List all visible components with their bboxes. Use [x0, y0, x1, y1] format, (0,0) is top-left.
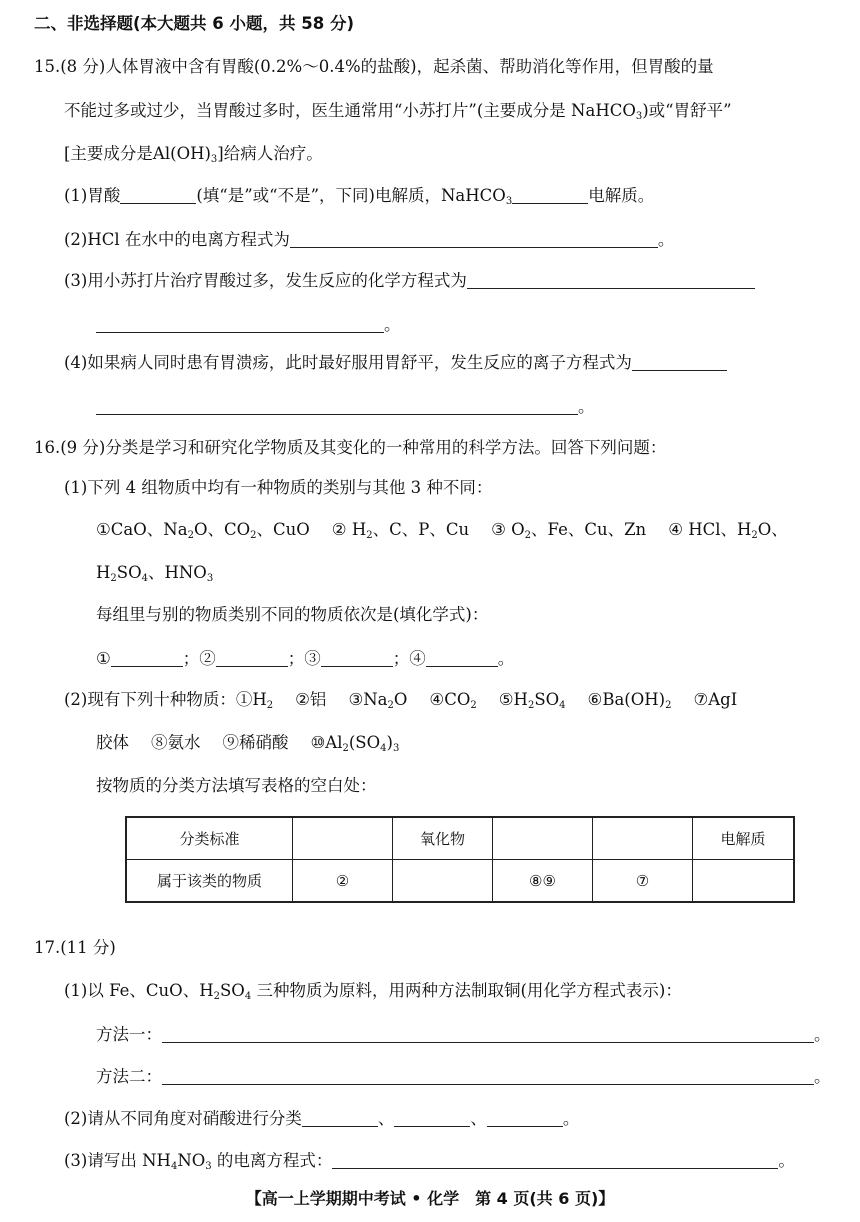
- q16-number: 16.: [34, 438, 61, 457]
- q15-line1: [34, 56, 714, 78]
- q16-part2: (2)现有下列十种物质：$①H_2$ ②铝 $③Na_2O$ $④CO_2$ $⑤H_2SO_4$ $⑥Ba(OH)_2$ ⑦AgI: [64, 690, 738, 711]
- answer-blank[interactable]: [394, 1108, 470, 1127]
- answer-blank[interactable]: [426, 648, 498, 667]
- table-cell: ②: [293, 860, 393, 903]
- q15-part3-cont: 。: [96, 314, 401, 336]
- q17-part3: (3)请写出 $NH_4NO_3$ 的电离方程式： 。: [64, 1151, 795, 1172]
- q15-part4-cont: 。: [96, 396, 595, 418]
- table-cell: 属于该类的物质: [126, 860, 293, 903]
- q15-part3: (3)用小苏打片治疗胃酸过多，发生反应的化学方程式为: [64, 270, 755, 292]
- table-cell[interactable]: [593, 817, 693, 860]
- answer-blank[interactable]: [302, 1108, 378, 1127]
- answer-blank[interactable]: [216, 648, 288, 667]
- table-cell: 氧化物: [393, 817, 493, 860]
- answer-blank[interactable]: [332, 1150, 778, 1169]
- q16-prompt: 每组里与别的物质类别不同的物质依次是(填化学式)：: [96, 605, 489, 624]
- q17-method1: 方法一： 。: [96, 1025, 831, 1044]
- answer-blank[interactable]: [290, 229, 658, 248]
- table-cell: 分类标准: [126, 817, 293, 860]
- q17-method2: 方法二： 。: [96, 1067, 831, 1086]
- q15-line2: 不能过多或过少，当胃酸过多时，医生通常用“小苏打片”(主要成分是 NaHCO$_3$)或“胃舒平”: [64, 101, 732, 122]
- q15-part2: (2)HCl 在水中的电离方程式为 。: [64, 230, 675, 249]
- answer-blank[interactable]: [632, 352, 727, 371]
- table-cell[interactable]: [493, 817, 593, 860]
- answer-blank[interactable]: [162, 1024, 814, 1043]
- q16-answer-row: ① ；② ；③ ；④ 。: [96, 649, 515, 668]
- answer-blank[interactable]: [120, 185, 196, 204]
- q15-intro: (8 分)人体胃液中含有胃酸(0.2%～0.4%的盐酸)，起杀菌、帮助消化等作用，但胃酸的量: [60, 57, 714, 76]
- q16-items-cont: 胶体 ⑧氨水 ⑨稀硝酸 $⑩Al_2(SO_4)_3$: [96, 733, 400, 754]
- answer-blank[interactable]: [162, 1066, 814, 1085]
- q16-line1: 16.(9 分)分类是学习和研究化学物质及其变化的一种常用的科学方法。回答下列问题：: [34, 438, 667, 457]
- q16-table-prompt: 按物质的分类方法填写表格的空白处：: [96, 776, 377, 795]
- table-cell[interactable]: [293, 817, 393, 860]
- table-cell: ⑧⑨: [493, 860, 593, 903]
- q16-groups-cont: $H_2SO_4$、$HNO_3$: [96, 563, 214, 584]
- table-cell[interactable]: [693, 860, 795, 903]
- section-title: 二、非选择题(本大题共 6 小题，共 58 分): [34, 14, 355, 33]
- table-cell[interactable]: [393, 860, 493, 903]
- q16-groups: ①CaO、$Na_2O$、$CO_2$、CuO ② $H_2$、C、P、Cu ③ $O_2$、Fe、Cu、Zn ④ HCl、$H_2O$、: [96, 520, 788, 541]
- q16-part1: (1)下列 4 组物质中均有一种物质的类别与其他 3 种不同：: [64, 478, 493, 497]
- q17-line1: 17.(11 分): [34, 938, 116, 957]
- page-footer: 【高一上学期期中考试 • 化学 第 4 页(共 6 页)】: [245, 1189, 615, 1208]
- answer-blank[interactable]: [96, 396, 578, 415]
- answer-blank[interactable]: [467, 270, 755, 289]
- table-row: [126, 817, 794, 860]
- table-row: [126, 860, 794, 903]
- q15-part4: (4)如果病人同时患有胃溃疡，此时最好服用胃舒平，发生反应的离子方程式为: [64, 352, 727, 374]
- table-cell: 电解质: [693, 817, 795, 860]
- q15-part1: (1)胃酸 (填“是”或“不是”，下同)电解质，NaHCO$_3$ 电解质。: [64, 186, 655, 207]
- q17-part1: (1)以 Fe、CuO、$H_2SO_4$ 三种物质为原料，用两种方法制取铜(用化学方程式表示)：: [64, 981, 682, 1002]
- q15-line3: [主要成分是$Al(OH)_3$]给病人治疗。: [64, 144, 323, 165]
- answer-blank[interactable]: [96, 314, 384, 333]
- answer-blank[interactable]: [321, 648, 393, 667]
- classification-table: [125, 816, 795, 903]
- q17-part2: (2)请从不同角度对硝酸进行分类 、 、 。: [64, 1109, 580, 1128]
- q15-number: 15.: [34, 57, 61, 76]
- answer-blank[interactable]: [111, 648, 183, 667]
- answer-blank[interactable]: [512, 185, 588, 204]
- q17-number: 17.: [34, 938, 61, 957]
- answer-blank[interactable]: [487, 1108, 563, 1127]
- table-cell: ⑦: [593, 860, 693, 903]
